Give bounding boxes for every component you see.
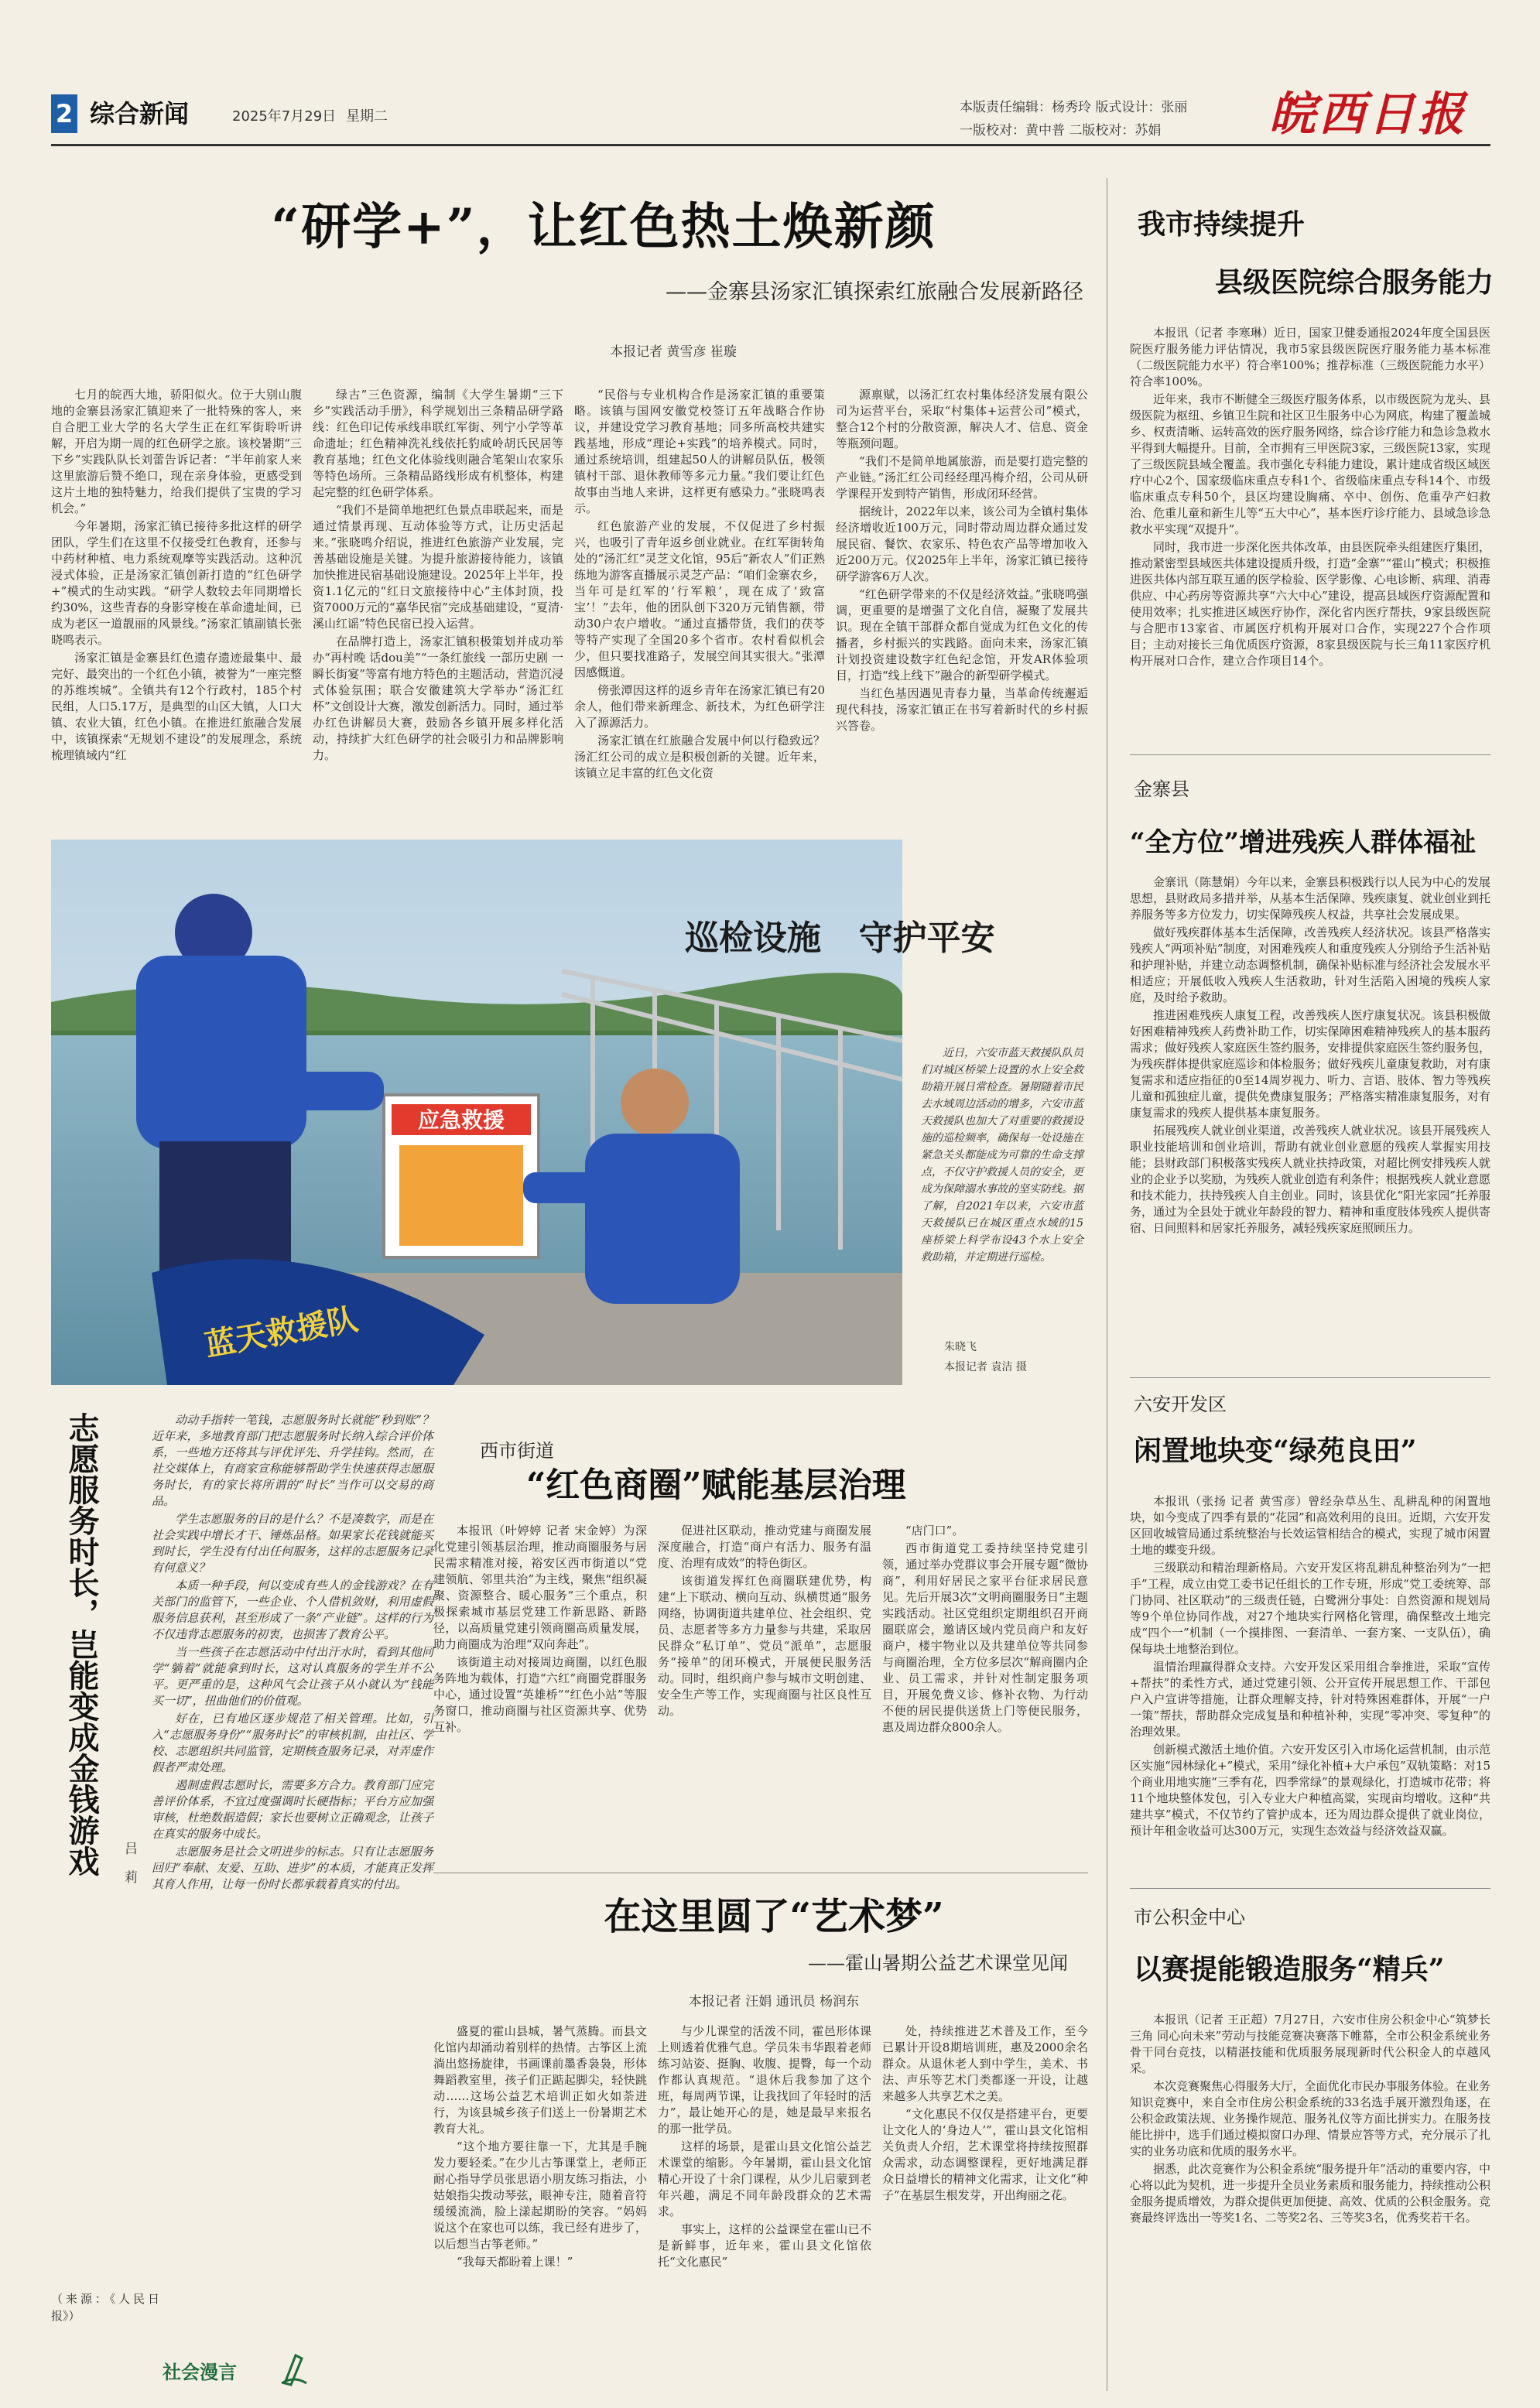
- art-paragraph: “文化惠民不仅仅是搭建平台，更要让文化人的‘身边人’”，霍山县文化馆相关负责人介绍，艺术课堂将持续按照群众需求，动态调整课程，更好地满足群众日益增长的精神文化需求，让文化“种子”在基层生根发芽，开出绚丽之花。: [882, 2107, 1088, 2202]
- commentary-headline: 志愿服务时长，岂能变成金钱游戏: [63, 1412, 100, 1876]
- art-column-3: [882, 2023, 1088, 2395]
- safety-box-sign: 应急救援: [417, 1107, 505, 1133]
- lead-paragraph: 据统计，2022年以来，该公司为全镇村集体经济增收近100万元，同时带动周边群众通过发展民宿、餐饮、农家乐、特色农产品等增加收入近200万元。仅2025年上半年，汤家汇镇已接待研学游客6万人次。: [836, 505, 1088, 583]
- lead-column-3: [574, 387, 825, 820]
- hospital-divider: [1130, 754, 1490, 755]
- hospital-body: [1130, 325, 1490, 727]
- photo-story-caption: [921, 1045, 1083, 1267]
- art-paragraph: “我每天都盼着上课！”: [457, 2255, 573, 2269]
- hospital-headline-line-2: 县级医院综合服务能力: [1214, 266, 1494, 299]
- commentary-body: [152, 1412, 433, 2279]
- lead-paragraph: 绿古”三色资源，编制《大学生暑期“三下乡”实践活动手册》，科学规划出三条精品研学路线：红色印记传承线串联红军街、列宁小学等革命遗址；红色精神洗礼线依托豹咸岭胡氏民居等教育基地；红色文化体验线则融合笔架山农家乐等特色场所。三条精品路线形成有机整体，构建起完整的红色研学体系。: [313, 388, 563, 499]
- lead-paragraph: “我们不是简单地属旅游，而是要打造完整的产业链。”汤汇红公司经经理冯梅介绍，公司从研学课程开发到特产销售，形成闭环经营。: [836, 454, 1088, 501]
- lead-paragraph: 傍张潭因这样的返乡青年在汤家汇镇已有20余人，他们带来新理念、新技术，为红色研学注入了源源活力。: [574, 683, 825, 730]
- xishi-paragraph: 促进社区联动，推动党建与商圈发展深度融合，打造“商户有活力、服务有温度、治理有成效”的特色街区。: [658, 1524, 871, 1570]
- hospital-headline-line-1: 我市持续提升: [1138, 208, 1306, 241]
- issue-date: 2025年7月29日: [232, 108, 337, 125]
- luan-dev-paragraph: 温情治理赢得群众支持。六安开发区采用组合拳推进，采取“宣传+帮扶”的柔性方式，通过党建引领、公开宣传开展思想工作、干部包户入户宣讲等措施，让群众理解支持，针对特殊困难群体，开展“一户一策”帮扶，帮助群众完成复垦和种植补种，实现“零冲突、零复种”的治理效果。: [1130, 1660, 1490, 1739]
- lead-byline: 本报记者 黄雪彦 崔璇: [610, 344, 737, 360]
- lead-paragraph: 今年暑期，汤家汇镇已接待多批这样的研学团队，学生们在这里不仅接受红色教育，还参与中药材种植、电力系统观摩等实践活动。这种沉浸式体验，正是汤家汇镇创新打造的“红色研学+”模式的生动实践。“研学人数较去年同期增长约30%，这些青春的身影穿梭在革命遗址间，已成为老区一道靓丽的风景线。”汤家汇镇副镇长张晓鸣表示。: [51, 519, 302, 647]
- editors-line-1: 本版责任编辑：杨秀玲 版式设计：张丽: [960, 100, 1188, 115]
- xishi-column-2: [658, 1523, 871, 1856]
- luan-dev-headline: 闲置地块变“绿苑良田”: [1134, 1435, 1417, 1467]
- housing-fund-headline: 以赛提能锻造服务“精兵”: [1134, 1953, 1445, 1986]
- housing-fund-kicker: 市公积金中心: [1134, 1907, 1245, 1928]
- art-column-1: [433, 2023, 647, 2395]
- section-name: 综合新闻: [90, 99, 190, 128]
- xishi-column-3: [882, 1523, 1088, 1856]
- header-rule: [51, 144, 1490, 146]
- photo-story-title-part1: 巡检设施: [685, 918, 821, 958]
- xishi-paragraph: 西市街道党工委持续坚持党建引领，通过举办党群议事会开展专题“微协商”，利用好居民之家平台征求居民意见。先后开展3次“文明商圈服务日”主题实践活动。社区党组织定期组织召开商圈联席会，邀请区域内党员商户和友好商户，楼宇物业以及共建单位等共同参与商圈治理，全方位多层次“解商圈内企业、员工需求，并针对性制定服务项目，开展免费义诊、修补衣物、为行动不便的居民提供送货上门等便民服务，惠及周边群众800余人。: [882, 1541, 1088, 1734]
- commentary-paragraph: 当一些孩子在志愿活动中付出汗水时，看到其他同学“躺着”就能拿到时长，这对认真服务的学生并不公平。更严重的是，这种风气会让孩子从小就认为“钱能买一切”，扭曲他们的价值观。: [152, 1645, 433, 1708]
- commentary-paragraph: 学生志愿服务的目的是什么？不是凑数字，而是在社会实践中增长才干、锤炼品格。如果家长花钱就能买到时长，学生没有付出任何服务，这样的志愿服务记录有何意义？: [152, 1512, 433, 1575]
- housing-fund-paragraph: 据悉，此次竞赛作为公积金系统“服务提升年”活动的重要内容，中心将以此为契机，进一步提升全员业务素质和服务能力，持续推动公积金服务提质增效，为群众提供更加便捷、高效、优质的公积金服务。竞赛最终评选出一等奖1名、二等奖2名、三等奖3名，优秀奖若干名。: [1130, 2162, 1490, 2225]
- luan-dev-paragraph: 三级联动和精治理新格局。六安开发区将乱耕乱种整治列为“一把手”工程，成立由党工委书记任组长的工作专班，形成“党工委统筹、部门协同、社区联动”的三级责任链，白鹭洲分事处：自然资源和规划局等9个单位协同作战，对27个地块实行网格化管理，确保整改土地完成“四个一”机制（一个摸排图、一套清单、一套方案、一支队伍），确保每块土地整治到位。: [1130, 1561, 1490, 1656]
- lead-paragraph: 源禀赋，以汤汇红农村集体经济发展有限公司为运营平台，采取“村集体+运营公司”模式，整合12个村的分散资源，解决人才、信息、资金等瓶颈问题。: [836, 388, 1088, 450]
- housing-fund-paragraph: 本次竞赛聚焦心得服务大厅，全面优化市民办事服务体验。在业务知识竞赛中，来自全市住房公积金系统的33名选手展开激烈角逐，在公积金政策法规、业务操作规范、服务礼仪等方面比拼实力。在服务技能比拼中，选手们通过模拟窗口办理、情景应答等方式，充分展示了扎实的业务功底和优质的服务水平。: [1130, 2079, 1490, 2158]
- xishi-paragraph: 该街道发挥红色商圈联建优势，构建“上下联动、横向互动、纵横贯通”服务网络，协调街道共建单位、社会组织、党员、志愿者等多方力量参与共建，采取居民群众“私订单”、党员“派单”，志愿服务“接单”的闭环模式，开展便民服务活动。同时，组织商户参与城市文明创建、安全生产等工作，实现商圈与社区良性互动。: [658, 1574, 871, 1718]
- column-logo-text: 社会漫言: [163, 2362, 237, 2383]
- art-byline: 本报记者 汪娟 通讯员 杨润东: [688, 1994, 860, 2010]
- banner-text: 蓝天救援队: [202, 1301, 361, 1364]
- housing-fund-body: [1130, 2012, 1490, 2395]
- jinzhai-paragraph: 推进困难残疾人康复工程，改善残疾人医疗康复状况。该县积极做好困难精神残疾人药费补助工作，切实保障困难精神残疾人的基本服药需求；做好残疾人家庭医生签约服务，安排提供家庭医生签约服务包，为残疾群体提供家庭巡诊和体检服务；做好残疾儿童康复救助，对有康复需求和适应指征的0至14周岁视力、听力、言语、肢体、智力等残疾儿童和孤独症儿童，提供免费康复服务；严格落实精准康复服务，对有康复需求的残疾人提供基本康复服务。: [1130, 1008, 1490, 1120]
- luan-dev-paragraph: 创新模式激活土地价值。六安开发区引入市场化运营机制，由示范区实施“园林绿化+”模式，采用“绿化补植+大户承包”双轨策略：对15个商业用地实施“三季有花，四季常绿”的景观绿化，打造城市花带；将11个地块整体发包，引入专业大户种植高粱，实现亩均增收。这种“共建共享”模式，不仅节约了管护成本，还为周边群众提供了就业岗位，预计年租金收益可达300万元，实现生态效益与经济效益双赢。: [1130, 1743, 1490, 1838]
- xishi-paragraph: 该街道主动对接周边商圈，以红色服务阵地为载体，打造“六红”商圈党群服务中心，通过设置“英雄桥”“红色小站”等服务窗口，推动商圈与社区资源共享、优势互补。: [433, 1655, 647, 1734]
- masthead-logo: 皖西日报: [1269, 87, 1467, 142]
- art-column-2: [658, 2023, 871, 2395]
- commentary-paragraph: 遏制虚假志愿时长，需要多方合力。教育部门应完善评价体系，不宜过度强调时长硬指标；平台方应加强审核，杜绝数据造假；家长也要树立正确观念，让孩子在真实的服务中成长。: [152, 1778, 433, 1841]
- xishi-kicker: 西市街道: [480, 1440, 554, 1462]
- commentary-paragraph: 志愿服务是社会文明进步的标志。只有让志愿服务回归“奉献、友爱、互助、进步”的本质，才能真正发挥其育人作用，让每一份时长都承载着真实的付出。: [152, 1845, 433, 1891]
- hospital-paragraph: 近年来，我市不断健全三级医疗服务体系，以市级医院为龙头、县级医院为枢纽、乡镇卫生院和社区卫生服务中心为网底，构建了覆盖城乡、权责清晰、运转高效的医疗服务网络，综合诊疗能力和急诊急救水平得到大幅提升。目前，全市拥有三甲医院3家，三级医院13家，实现了三级医院县域全覆盖。我市强化专科能力建设，累计建成省级区域医疗中心2个、国家级临床重点专科1个、省级临床重点专科14个、市级临床重点专科50个，县区均建设胸痛、卒中、创伤、危重孕产妇救治、危重儿童和新生儿等“五大中心”，基本医疗诊疗能力、县域急诊急救水平实现“双提升”。: [1130, 392, 1490, 536]
- art-paragraph: “这个地方要往靠一下，尤其是手腕发力要轻柔。”在少儿古筝课堂上，老师正耐心指导学员张思语小朋友练习指法，小姑娘指尖拨动琴弦，眼神专注，随着音符缓缓流淌，脸上漾起期盼的笑容。“妈妈说这个在家也可以练，我已经有进步了，以后想当古筝老师。”: [433, 2139, 647, 2251]
- page-header: [0, 0, 1540, 162]
- column-logo: [163, 2352, 356, 2388]
- lead-paragraph: 七月的皖西大地，骄阳似火。位于大别山腹地的金寨县汤家汇镇迎来了一批特殊的客人，来自合肥工业大学的名大学生正在红军街聆听讲解，开启为期一周的红色研学之旅。该校暑期“三下乡”实践队队长刘蕾告诉记者：“半年前家人来这里旅游后赞不绝口，现在亲身体验，更感受到这片土地的独特魅力，给我们提供了宝贵的学习机会。”: [51, 388, 302, 515]
- jinzhai-paragraph: 金寨讯（陈慧娟）今年以来，金寨县积极践行以人民为中心的发展思想，县财政局多措并举，从基本生活保障、残疾康复、就业创业到托养服务等多方位发力，切实保障残疾人权益，共享社会发展成果。: [1130, 875, 1490, 922]
- photo-credit-2: 本报记者 袁洁 摄: [944, 1361, 1027, 1373]
- lead-paragraph: 汤家汇镇在红旅融合发展中何以行稳致远？汤汇红公司的成立是积极创新的关键。近年来，该镇立足丰富的红色文化资: [574, 734, 825, 780]
- hospital-paragraph: 同时，我市进一步深化医共体改革，由县医院牵头组建医疗集团，推动紧密型县域医共体建设提质升级，打造“金寨”“霍山”模式；积极推进医共体内部互联互通的医学检验、医学影像、心电诊断、病理、消毒供应、中心药房等资源共享“六大中心”建设，提高县域医疗资源配置和使用效率；扎实推进区域医疗协作，深化省内医疗帮扶，9家县级医院与合肥市13家省、市属医疗机构开展对口合作，实现227个合作项目；主动对接长三角优质医疗资源，8家县级医院与长三角11家医疗机构开展对口合作，建立合作项目14个。: [1130, 540, 1490, 668]
- lead-paragraph: 汤家汇镇是金寨县红色遗存遗迹最集中、最完好、最突出的一个红色小镇，被誉为“一座完整的苏维埃城”。全镇共有12个行政村，185个村民组，人口5.17万，是典型的山区大镇，人口大镇、农业大镇，红色小镇。在推进红旅融合发展中，该镇探索“无规划不建设”的发展理念，系统梳理镇域内“红: [51, 651, 302, 762]
- lead-paragraph: “我们不是简单地把红色景点串联起来，而是通过情景再现、互动体验等方式，让历史活起来。”张晓鸣介绍说，推进红色旅游产业发展，完善基础设施是关键。为提升旅游接待能力，该镇加快推进民宿基础设施建设。2025年上半年，投资1.1亿元的“红日文旅接待中心”主体封顶，投资7000万元的“嘉华民宿”完成基础建设，“夏清·溪山红谣”特色民宿已投入运营。: [313, 503, 563, 631]
- housing-fund-paragraph: 本报讯（记者 王正超）7月27日，六安市住房公积金中心“筑梦长三角 同心向未来”劳动与技能竞赛决赛落下帷幕，全市公积金系统业务骨干同台竞技，以精湛技能和优质服务展现新时代公积金人的卓越风采。: [1130, 2013, 1490, 2075]
- xishi-paragraph: 本报讯（叶婷婷 记者 宋金婷）为深化党建引领基层治理，推动商圈服务与居民需求精准对接，裕安区西市街道以“党建领航、邻里共治”为主线，聚焦“组织凝聚、资源整合、暖心服务”三个重点，积极探索城市基层党建工作新思路、新路径，以高质量党建引领商圈高质量发展，助力商圈成为治理“双向奔赴”。: [433, 1524, 647, 1651]
- luan-dev-paragraph: 本报讯（张扬 记者 黄雪彦）曾经杂草丛生、乱耕乱种的闲置地块，如今变成了四季有景的“花园”和高效利用的良田。近期，六安开发区回收城管局通过系统整治与长效运管相结合的模式，实现了城市闲置土地的蝶变升级。: [1130, 1494, 1490, 1557]
- commentary-author: 吕莉: [121, 1842, 137, 1899]
- lead-paragraph: 在品牌打造上，汤家汇镇积极策划并成功举办“再村晚 话dou美”“一条红旅线 一部历史剧 一瞬长街宴”等富有地方特色的主题活动，营造沉浸式体验氛围；联合安徽建筑大学举办“汤汇红杯”文创设计大赛，激发创新活力。同时，通过举办红色讲解员大赛，鼓励各乡镇开展多样化活动，持续扩大红色研学的社会吸引力和品牌影响力。: [313, 634, 563, 762]
- lead-paragraph: “红色研学带来的不仅是经济效益。”张晓鸣强调，更重要的是增强了文化自信，凝聚了发展共识。现在全镇干部群众都自觉成为红色文化的传播者，乡村振兴的实践路。面向未来，汤家汇镇计划投资建设数字红色纪念馆，开发AR体验项目，打造“线上线下”融合的新型研学模式。: [836, 587, 1088, 682]
- luan-dev-divider: [1130, 1888, 1490, 1889]
- photo-credit-1: 朱晓飞: [944, 1341, 977, 1353]
- photo-caption-text: 近日，六安市蓝天救援队队员们对城区桥梁上设置的水上安全救助箱开展日常检查。暑期随着市民去水域周边活动的增多，六安市蓝天救援队也加大了对重要的救援设施的巡检频率，确保每一处设施在紧急关头都能成为可靠的生命支撑点，不仅守护救援人员的安全，更成为保障溺水事故的坚实防线。据了解，自2021年以来，六安市蓝天救援队已在城区重点水域的15座桥梁上科学布设43个水上安全救助箱，并定期进行巡检。: [921, 1047, 1083, 1264]
- art-paragraph: 事实上，这样的公益课堂在霍山已不是新鲜事，近年来，霍山县文化馆依托“文化惠民”: [658, 2222, 871, 2269]
- commentary-paragraph: 动动手指转一笔钱，志愿服务时长就能“秒到账”？近年来，多地教育部门把志愿服务时长纳入综合评价体系，一些地方还将其与评优评先、升学挂钩。然而，在社交媒体上，有商家宣称能够帮助学生快速获得志愿服务时长，有的家长将所谓的“时长”当作可以交易的商品。: [152, 1413, 433, 1508]
- xishi-column-1: [433, 1523, 647, 1856]
- jinzhai-divider: [1130, 1377, 1490, 1378]
- lead-paragraph: 当红色基因遇见青春力量，当革命传统邂逅现代科技，汤家汇镇正在书写着新时代的乡村振兴答卷。: [836, 686, 1088, 733]
- xishi-headline: “红色商圈”赋能基层治理: [526, 1466, 906, 1505]
- jinzhai-paragraph: 拓展残疾人就业创业渠道，改善残疾人就业状况。该县开展残疾人职业技能培训和创业培训，帮助有就业创业意愿的残疾人掌握实用技能；县财政部门积极落实残疾人就业扶持政策，对超比例安排残疾人就业的企业予以奖励，为残疾人就业创造有利条件；根据残疾人就业意愿和技术能力，扶持残疾人自主创业。同时，该县优化“阳光家园”托养服务，通过为全县处于就业年龄段的智力、精神和重度肢体残疾人提供寄宿、日间照料和居家托养服务，减轻残疾家庭照顾压力。: [1130, 1124, 1490, 1235]
- editors-line-2: 一版校对：黄中普 二版校对：苏娟: [960, 123, 1162, 139]
- jinzhai-paragraph: 做好残疾群体基本生活保障，改善残疾人经济状况。该县严格落实残疾人“两项补贴”制度，对困难残疾人和重度残疾人分别给予生活补贴和护理补贴，并建立动态调整机制，确保补贴标准与经济社会发展水平相适应；开展低收入残疾人生活救助，针对生活陷入困境的残疾人家庭，及时给予救助。: [1130, 925, 1490, 1004]
- jinzhai-headline: “全方位”增进残疾人群体福祉: [1130, 827, 1477, 858]
- lead-column-2: [313, 387, 563, 820]
- page-number-badge: 2: [51, 94, 77, 133]
- photo-story-title-part2: 守护平安: [858, 918, 995, 958]
- lead-paragraph: 红色旅游产业的发展，不仅促进了乡村振兴，也吸引了青年返乡创业就业。在红军街转角处的“汤汇红”灵芝文化馆，95后“新农人”们正熟练地为游客直播展示灵芝产品：“咱们金寨农乡，当年可是红军的‘行军粮’，现在成了‘致富宝’！”去年，他的团队创下320万元销售额，带动30户农户增收。“通过直播带货，我们的茯苓等特产实现了全国20多个省市。农村看似机会少，但只要找准路子，发展空间其实很大。”张潭因感慨道。: [574, 519, 825, 679]
- lead-column-1: [51, 387, 302, 820]
- xishi-paragraph: “店门口”。: [905, 1524, 964, 1537]
- pen-icon: [279, 2352, 310, 2386]
- art-paragraph: 与少儿课堂的活泼不同，霍邑形体课上则透着优雅气息。学员朱韦华跟着老师练习站姿、挺胸、收腹、提臀，每一个动作都认真规范。“退休后我参加了这个班，每周两节课，让我找回了年轻时的活力”，最让她开心的是，她是最早来报名的那一批学员。: [658, 2024, 871, 2136]
- art-paragraph: 这样的场景，是霍山县文化馆公益艺术课堂的缩影。今年暑期，霍山县文化馆精心开设了十余门课程，从少儿启蒙到老年兴趣，满足不同年龄段群众的艺术需求。: [658, 2139, 871, 2218]
- photo-story-title: [685, 917, 1041, 960]
- lead-subheadline: ——金寨县汤家汇镇探索红旅融合发展新路径: [666, 280, 1083, 304]
- lead-headline: “研学+”，让红色热土焕新颜: [271, 198, 936, 256]
- lead-column-4: [836, 387, 1088, 820]
- lead-paragraph: “民俗与专业机构合作是汤家汇镇的重要策略。该镇与国网安徽党校签订五年战略合作协议，并建设党学习教育基地；同多所高校共建实践基地，形成“理论+实践”的培养模式。同时，通过系统培训，组建起50人的讲解员队伍，极领镇村干部、退休教师等多元力量。”我们要让红色故事由当地人来讲，这样更有感染力。”张晓鸣表示。: [574, 388, 825, 515]
- luan-dev-kicker: 六安开发区: [1134, 1394, 1227, 1415]
- commentary-paragraph: 本质一种手段，何以变成有些人的金钱游戏？在有关部门的监管下，一些企业、个人借机敛财，利用虚假服务信息获利，甚至形成了一条“产业链”。这样的行为不仅违背志愿服务的初衷，也损害了教育公平。: [152, 1579, 433, 1641]
- jinzhai-kicker: 金寨县: [1134, 778, 1189, 800]
- jinzhai-body: [1130, 874, 1490, 1370]
- art-paragraph: 盛夏的霍山县城，暑气蒸腾。而县文化馆内却涌动着别样的热情。古筝区上流淌出悠扬旋律，书画课前墨香袅袅，形体舞蹈教室里，孩子们正踮起脚尖，轻快跳动……这场公益艺术培训正如火如荼进行，为该县城乡孩子们送上一份暑期艺术教育大礼。: [433, 2024, 647, 2136]
- art-headline: 在这里圆了“艺术梦”: [604, 1895, 944, 1938]
- issue-weekday: 星期二: [346, 108, 388, 125]
- commentary-source: （来源：《人民日报》）: [51, 2292, 159, 2323]
- hospital-paragraph: 本报讯（记者 李寒琳）近日，国家卫健委通报2024年度全国县医院医疗服务能力评估情况，我市5家县级医院医疗服务能力基本标准（二级医院能力水平）符合率100%；推荐标准（三级医院能力水平）符合率100%。: [1130, 326, 1490, 388]
- luan-dev-body: [1130, 1493, 1490, 1838]
- art-paragraph: 处，持续推进艺术普及工作，至今已累计开设8期培训班，惠及2000余名群众。从退休老人到中学生，美术、书法、声乐等艺术门类都逐一开设，让越来越多人共享艺术之美。: [882, 2024, 1088, 2103]
- commentary-paragraph: 好在，已有地区逐步规范了相关管理。比如，引入“志愿服务身份”“服务时长”的审核机制，由社区、学校、志愿组织共同监管，定期核查服务记录，对弄虚作假者严肃处理。: [152, 1712, 433, 1774]
- art-subheadline: ——霍山暑期公益艺术课堂见闻: [808, 1952, 1068, 1974]
